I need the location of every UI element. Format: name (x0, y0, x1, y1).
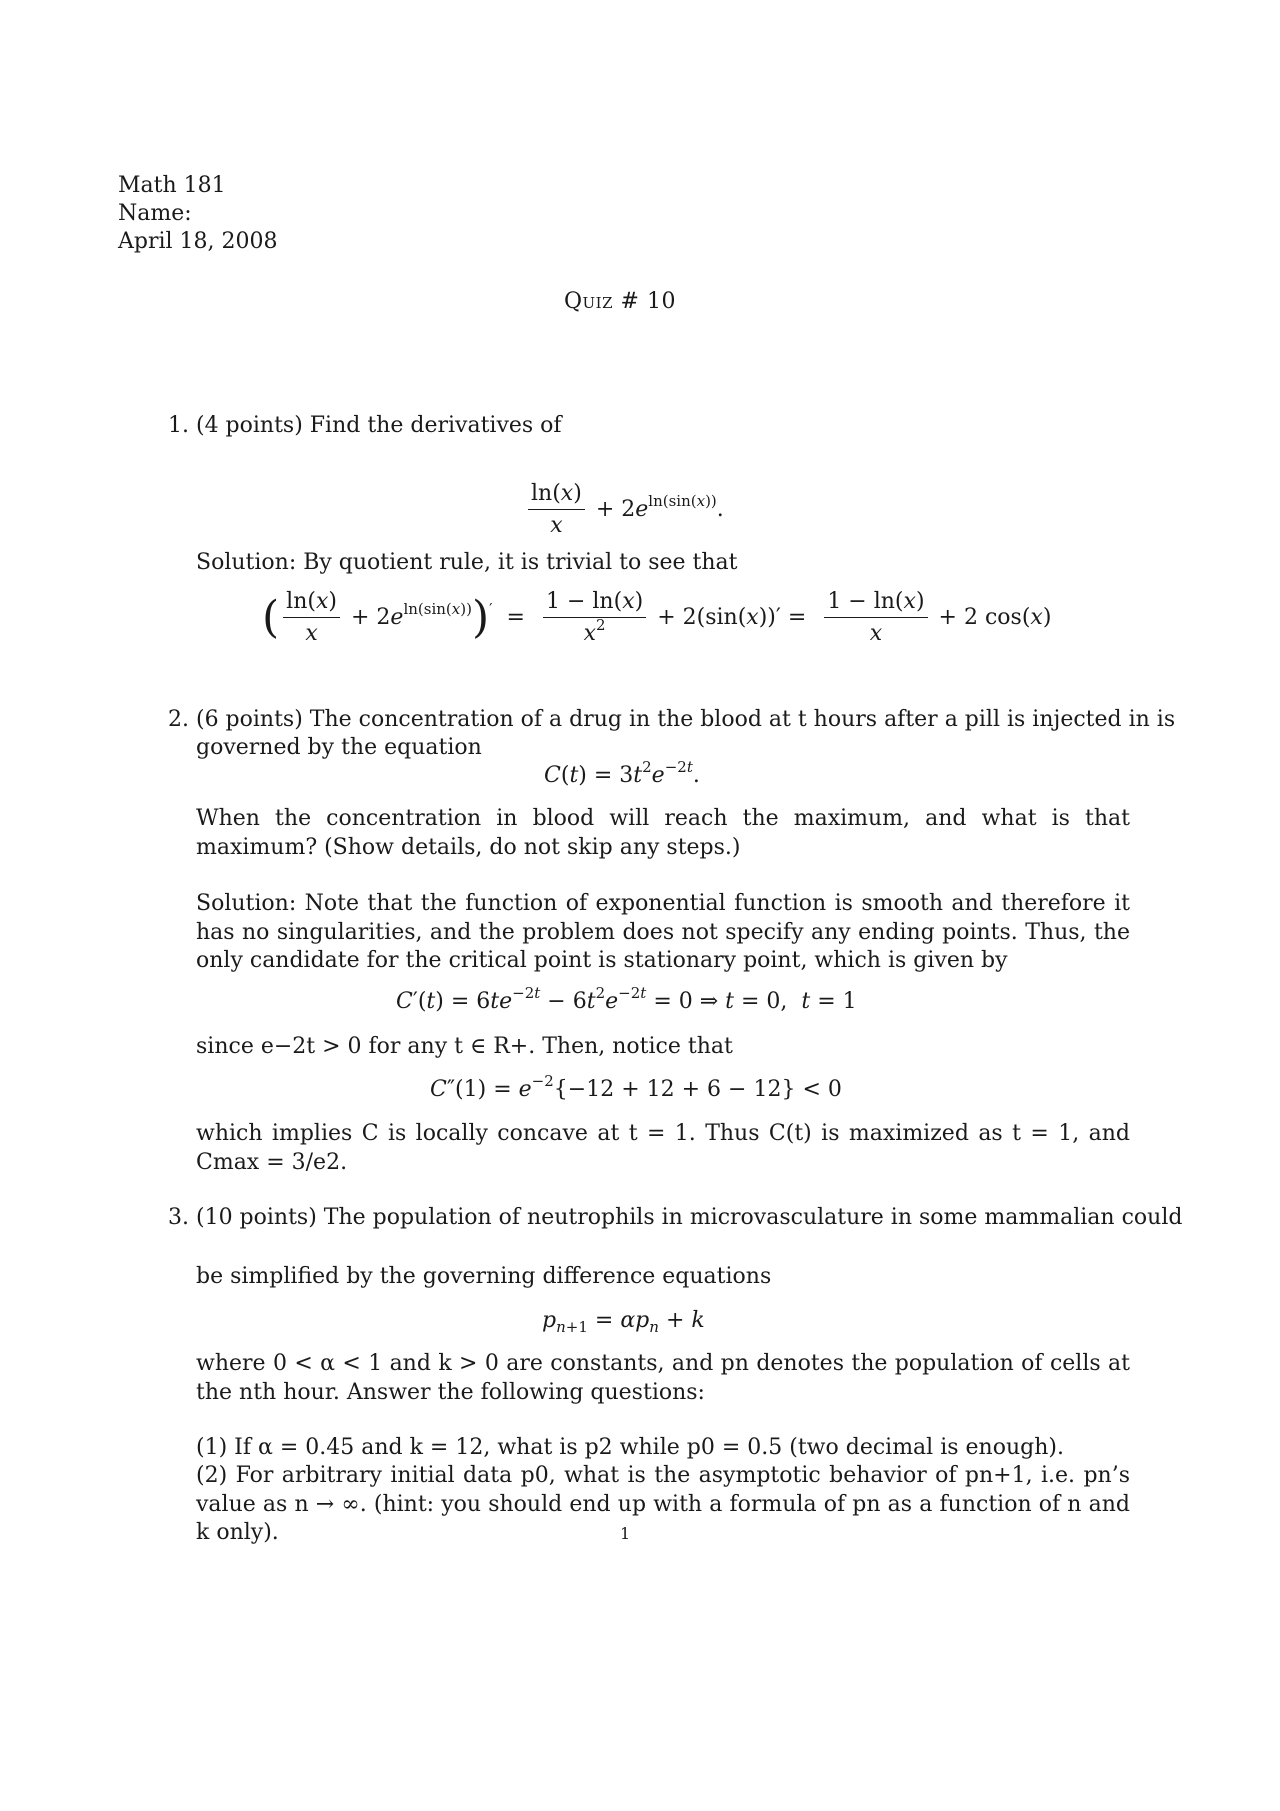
q1-solution-intro: Solution: By quotient rule, it is trivial to see that (196, 550, 738, 575)
name-label: Name: (118, 201, 192, 226)
page-number: 1 (620, 1524, 631, 1543)
course-label: Math 181 (118, 173, 226, 198)
q2-prompt-line1: 2. (6 points) The concentration of a drug in the blood at t hours after a pill is injected in is (168, 707, 1176, 732)
q1-expression: $\frac{\ln(x)}{x}$ + $2e^{ln(sin(x))}$. (524, 480, 724, 540)
q2-derivative-equation: $C'(t) = 6te^{-2t} - 6t^2e^{-2t} = 0$ ⇒ t = 0, t = 1 (396, 984, 857, 1014)
q2-since-text: since e−2t > 0 for any t ∈ R+. Then, notice that (196, 1034, 733, 1059)
q1-solution-equation: ( $\frac{\ln(x)}{x}$ + $2e^{ln(sin(x))})'$ = $\frac{1 - \ln(x)}{x^2}$ + 2(sin(x))′ = $\frac{1 - \ln(x)}{x}$ + 2 cos(x) (262, 589, 1052, 646)
q2-prompt-line2: governed by the equation (196, 735, 482, 760)
q2-equation: $C(t) = 3t^2e^{-2t}$. (544, 758, 700, 788)
q1-prompt: 1. (4 points) Find the derivatives of (168, 413, 562, 438)
q2-question: When the concentration in blood will reach the maximum, and what is that maximum? (Show details, do not skip any steps.) (196, 806, 1130, 860)
q3-sub1: (1) If α = 0.45 and k = 12, what is p2 while p0 = 0.5 (two decimal is enough). (196, 1435, 1064, 1460)
q3-prompt: 3. (10 points) The population of neutrophils in microvasculature in some mammalian could (168, 1205, 1183, 1230)
q3-prompt-cont: be simplified by the governing difference equations (196, 1264, 772, 1289)
q2-second-derivative: $C''(1) = e^{-2}\{-12 + 12 + 6 - 12\} < 0$ (430, 1072, 842, 1102)
date-label: April 18, 2008 (118, 229, 278, 254)
q3-where-text: where 0 < α < 1 and k > 0 are constants, and pn denotes the population of cells at the nth hour. Answer the following questions: (196, 1351, 1130, 1405)
quiz-title: Quiz # 10 (564, 289, 676, 314)
q3-equation: $p_{n+1} = \alpha p_n + k$ (542, 1308, 705, 1336)
q3-sub2: (2) For arbitrary initial data p0, what is the asymptotic behavior of pn+1, i.e. pn’s value as n → ∞. (hint: you should end up with a formula of pn as a function of n and k only). (196, 1463, 1130, 1545)
q2-conclusion: which implies C is locally concave at t = 1. Thus C(t) is maximized as t = 1, and Cmax = 3/e2. (196, 1121, 1130, 1175)
q2-solution: Solution: Note that the function of exponential function is smooth and therefore it has no singularities, and the problem does not specify any ending points. Thus, the only candidate for the critical point is stationary point, which is given by (196, 891, 1130, 973)
